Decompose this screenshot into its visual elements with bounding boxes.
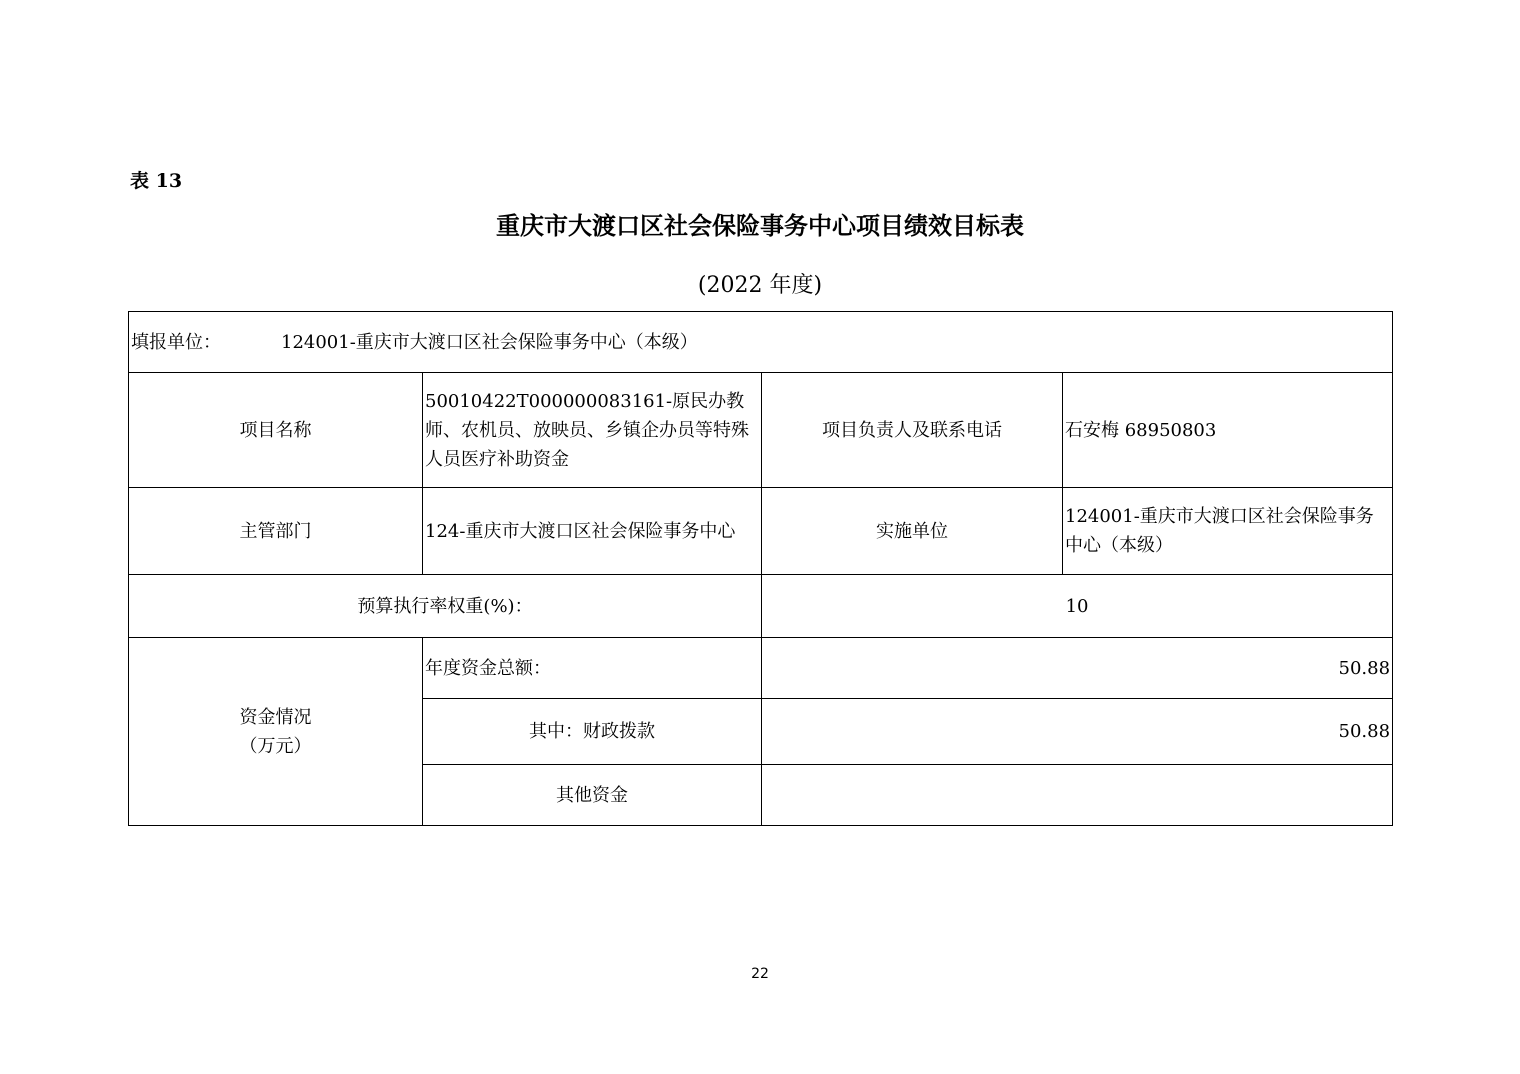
reporting-unit-value: 124001-重庆市大渡口区社会保险事务中心（本级） (281, 331, 698, 353)
budget-weight-label: 预算执行率权重(%)： (129, 575, 762, 638)
performance-target-table (128, 311, 1393, 826)
project-name-label: 项目名称 (129, 373, 423, 488)
fiscal-value: 50.88 (762, 699, 1393, 765)
implementing-unit-value: 124001-重庆市大渡口区社会保险事务中心（本级） (1063, 488, 1393, 575)
project-name-value: 50010422T000000083161-原民办教师、农机员、放映员、乡镇企办员等特殊人员医疗补助资金 (423, 373, 762, 488)
contact-value: 石安梅 68950803 (1063, 373, 1393, 488)
budget-weight-row (129, 575, 1393, 638)
funds-label (129, 638, 423, 826)
annual-total-row (129, 638, 1393, 699)
reporting-unit-cell (129, 312, 1393, 373)
table-number: 表 13 (130, 170, 183, 192)
department-row (129, 488, 1393, 575)
fiscal-label: 其中：财政拨款 (423, 699, 762, 765)
other-funds-value (762, 765, 1393, 826)
funds-label-line2: （万元） (239, 735, 312, 757)
contact-label: 项目负责人及联系电话 (762, 373, 1063, 488)
department-value: 124-重庆市大渡口区社会保险事务中心 (423, 488, 762, 575)
other-funds-label: 其他资金 (423, 765, 762, 826)
reporting-unit-label: 填报单位： (131, 331, 221, 353)
document-title: 重庆市大渡口区社会保险事务中心项目绩效目标表 (496, 211, 1024, 240)
page-number: 22 (751, 966, 769, 982)
budget-weight-value: 10 (762, 575, 1393, 638)
implementing-unit-label: 实施单位 (762, 488, 1063, 575)
annual-total-value: 50.88 (762, 638, 1393, 699)
annual-total-label: 年度资金总额： (423, 638, 762, 699)
funds-label-line1: 资金情况 (239, 706, 312, 728)
reporting-unit-row (129, 312, 1393, 373)
document-year: (2022 年度) (697, 273, 823, 298)
project-name-row (129, 373, 1393, 488)
department-label: 主管部门 (129, 488, 423, 575)
